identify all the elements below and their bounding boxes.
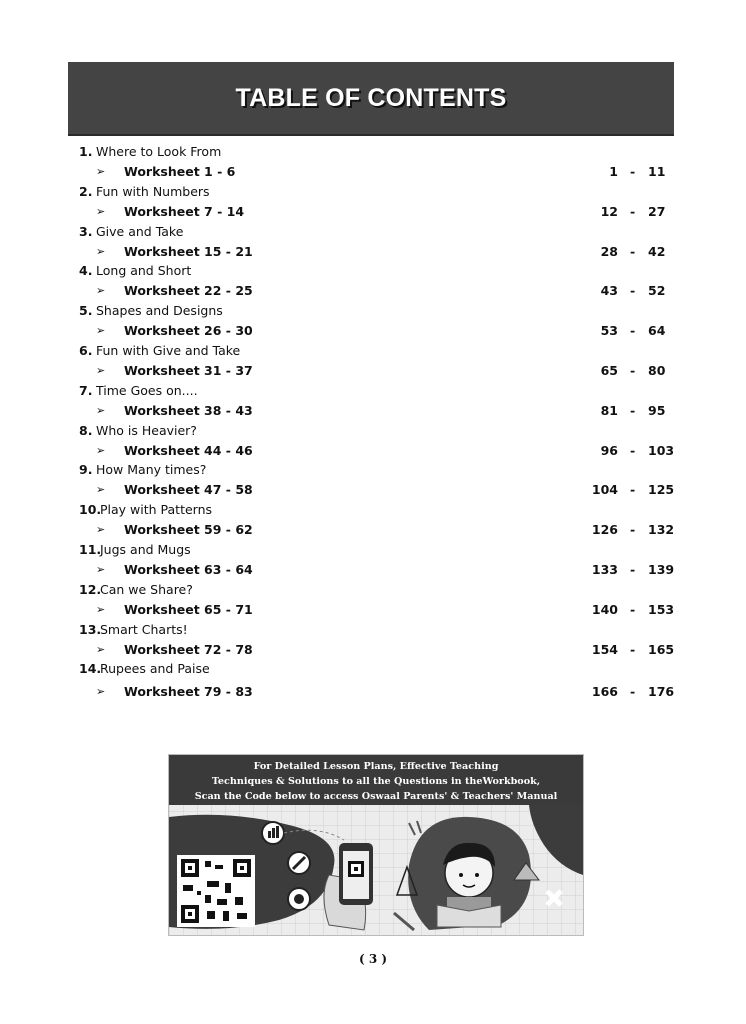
chapter-number: 6. bbox=[79, 343, 93, 358]
chapter-row bbox=[0, 620, 746, 640]
worksheet-row bbox=[0, 321, 746, 341]
chapter-row bbox=[0, 659, 746, 679]
page-range-dash: - bbox=[630, 323, 636, 339]
arrow-bullet-icon: ➢ bbox=[96, 284, 106, 298]
page-start: 140 bbox=[591, 601, 618, 617]
worksheet-range: Worksheet 72 - 78 bbox=[124, 641, 253, 657]
worksheet-row bbox=[0, 480, 746, 500]
page-end: 64 bbox=[648, 323, 666, 339]
worksheet-row bbox=[0, 401, 746, 421]
worksheet-row bbox=[0, 202, 746, 222]
chapter-title: Can we Share? bbox=[100, 581, 193, 597]
worksheet-row bbox=[0, 162, 746, 182]
page-end: 42 bbox=[648, 243, 666, 259]
page-range-dash: - bbox=[630, 283, 636, 299]
chapter-number: 8. bbox=[79, 422, 93, 438]
worksheet-range: Worksheet 59 - 62 bbox=[124, 522, 253, 538]
arrow-bullet-icon: ➢ bbox=[96, 244, 106, 258]
worksheet-range: Worksheet 79 - 83 bbox=[124, 684, 253, 700]
worksheet-row bbox=[0, 242, 746, 262]
arrow-bullet-icon: ➢ bbox=[96, 204, 106, 218]
page-range-dash: - bbox=[630, 522, 636, 538]
page-range-dash: - bbox=[630, 601, 636, 617]
page-start: 43 bbox=[600, 283, 618, 299]
page-range-dash: - bbox=[630, 482, 636, 498]
chapter-number: 1. bbox=[79, 144, 93, 159]
worksheet-range: Worksheet 38 - 43 bbox=[124, 402, 253, 418]
page-range-dash: - bbox=[630, 243, 636, 259]
page-range-dash: - bbox=[630, 402, 636, 418]
worksheet-range: Worksheet 7 - 14 bbox=[124, 203, 245, 219]
worksheet-row bbox=[0, 361, 746, 381]
arrow-bullet-icon: ➢ bbox=[96, 165, 106, 178]
chapter-row bbox=[0, 222, 746, 242]
worksheet-row bbox=[0, 682, 746, 702]
chapter-row bbox=[0, 540, 746, 560]
worksheet-range: Worksheet 65 - 71 bbox=[124, 601, 253, 617]
chapter-title: Shapes and Designs bbox=[96, 303, 223, 319]
page-end: 103 bbox=[648, 442, 675, 458]
chapter-number: 10. bbox=[79, 502, 102, 518]
worksheet-range: Worksheet 1 - 6 bbox=[124, 164, 236, 179]
page-range-dash: - bbox=[630, 684, 636, 700]
promo-illustration bbox=[169, 755, 583, 935]
worksheet-range: Worksheet 22 - 25 bbox=[124, 283, 253, 299]
chapter-number: 7. bbox=[79, 382, 93, 398]
page-end: 95 bbox=[648, 402, 666, 418]
worksheet-row bbox=[0, 281, 746, 301]
page-start: 53 bbox=[600, 323, 618, 339]
page-end: 176 bbox=[648, 684, 675, 700]
chapter-title: Who is Heavier? bbox=[96, 422, 197, 438]
chapter-number: 3. bbox=[79, 223, 93, 239]
page-end: 52 bbox=[648, 283, 666, 299]
chapter-number: 4. bbox=[79, 263, 93, 279]
arrow-bullet-icon: ➢ bbox=[96, 563, 106, 576]
page-range-dash: - bbox=[630, 562, 636, 577]
page-start: 133 bbox=[591, 562, 618, 577]
chapter-title: How Many times? bbox=[96, 462, 207, 478]
page-end: 153 bbox=[648, 601, 675, 617]
chapter-row bbox=[0, 381, 746, 401]
arrow-bullet-icon: ➢ bbox=[96, 364, 106, 377]
chapter-number: 12. bbox=[79, 581, 102, 597]
page-start: 1 bbox=[609, 164, 618, 179]
worksheet-row bbox=[0, 640, 746, 660]
chapter-title: Play with Patterns bbox=[100, 502, 213, 518]
chapter-number: 13. bbox=[79, 621, 102, 637]
page-end: 125 bbox=[648, 482, 675, 498]
worksheet-range: Worksheet 63 - 64 bbox=[124, 562, 253, 577]
page-number: ( 3 ) bbox=[358, 952, 388, 966]
worksheet-range: Worksheet 47 - 58 bbox=[124, 482, 253, 498]
promo-line-1: For Detailed Lesson Plans, Effective Teaching bbox=[253, 761, 499, 772]
page-start: 154 bbox=[591, 641, 618, 657]
arrow-bullet-icon: ➢ bbox=[96, 602, 106, 616]
chapter-title: Jugs and Mugs bbox=[100, 542, 191, 557]
chapter-row bbox=[0, 460, 746, 480]
chapter-row bbox=[0, 580, 746, 600]
worksheet-row bbox=[0, 520, 746, 540]
chapter-row bbox=[0, 142, 746, 162]
page-range-dash: - bbox=[630, 442, 636, 458]
chapter-title: Give and Take bbox=[96, 223, 184, 239]
arrow-bullet-icon: ➢ bbox=[96, 324, 106, 338]
chapter-title: Long and Short bbox=[96, 263, 192, 279]
manual-promo-banner bbox=[168, 754, 584, 936]
worksheet-range: Worksheet 44 - 46 bbox=[124, 442, 253, 458]
chapter-title: Fun with Give and Take bbox=[96, 343, 241, 358]
chapter-title: Time Goes on.... bbox=[96, 382, 198, 398]
page-start: 12 bbox=[600, 203, 618, 219]
chapter-title: Rupees and Paise bbox=[100, 661, 210, 677]
page-start: 166 bbox=[591, 684, 618, 700]
promo-line-2: Techniques & Solutions to all the Questions in theWorkbook, bbox=[211, 776, 541, 787]
page-start: 65 bbox=[600, 363, 618, 378]
page-end: 132 bbox=[648, 522, 675, 538]
page-range-dash: - bbox=[630, 363, 636, 378]
arrow-bullet-icon: ➢ bbox=[96, 523, 106, 537]
chapter-row bbox=[0, 182, 746, 202]
page-start: 126 bbox=[591, 522, 618, 538]
arrow-bullet-icon: ➢ bbox=[96, 642, 106, 656]
page-range-dash: - bbox=[630, 203, 636, 219]
page-start: 96 bbox=[600, 442, 618, 458]
chapter-row bbox=[0, 421, 746, 441]
chapter-row bbox=[0, 500, 746, 520]
page-end: 80 bbox=[648, 363, 666, 378]
page-end: 139 bbox=[648, 562, 675, 577]
page-end: 27 bbox=[648, 203, 666, 219]
page-start: 28 bbox=[600, 243, 618, 259]
chapter-title: Where to Look From bbox=[96, 144, 222, 159]
chapter-row bbox=[0, 341, 746, 361]
arrow-bullet-icon: ➢ bbox=[96, 483, 106, 497]
chapter-number: 14. bbox=[79, 661, 102, 677]
chapter-number: 5. bbox=[79, 303, 93, 319]
arrow-bullet-icon: ➢ bbox=[96, 403, 106, 417]
page-end: 11 bbox=[648, 164, 666, 179]
page-title: TABLE OF CONTENTS bbox=[235, 83, 507, 112]
qr-code bbox=[177, 855, 255, 927]
chapter-title: Smart Charts! bbox=[100, 621, 188, 637]
page-start: 81 bbox=[600, 402, 618, 418]
chapter-title: Fun with Numbers bbox=[96, 183, 210, 199]
page-end: 165 bbox=[648, 641, 675, 657]
promo-line-3: Scan the Code below to access Oswaal Parents' & Teachers' Manual bbox=[194, 791, 558, 802]
page-range-dash: - bbox=[630, 164, 636, 179]
chapter-row bbox=[0, 261, 746, 281]
chapter-row bbox=[0, 301, 746, 321]
worksheet-range: Worksheet 26 - 30 bbox=[124, 323, 253, 339]
chapter-number: 9. bbox=[79, 462, 93, 478]
worksheet-row bbox=[0, 600, 746, 620]
worksheet-range: Worksheet 31 - 37 bbox=[124, 363, 253, 378]
chapter-number: 2. bbox=[79, 183, 93, 199]
chapter-number: 11. bbox=[79, 542, 102, 557]
page-start: 104 bbox=[591, 482, 618, 498]
arrow-bullet-icon: ➢ bbox=[96, 685, 106, 699]
arrow-bullet-icon: ➢ bbox=[96, 443, 106, 457]
worksheet-range: Worksheet 15 - 21 bbox=[124, 243, 253, 259]
worksheet-row bbox=[0, 560, 746, 580]
worksheet-row bbox=[0, 441, 746, 461]
page-range-dash: - bbox=[630, 641, 636, 657]
title-banner bbox=[68, 62, 674, 136]
